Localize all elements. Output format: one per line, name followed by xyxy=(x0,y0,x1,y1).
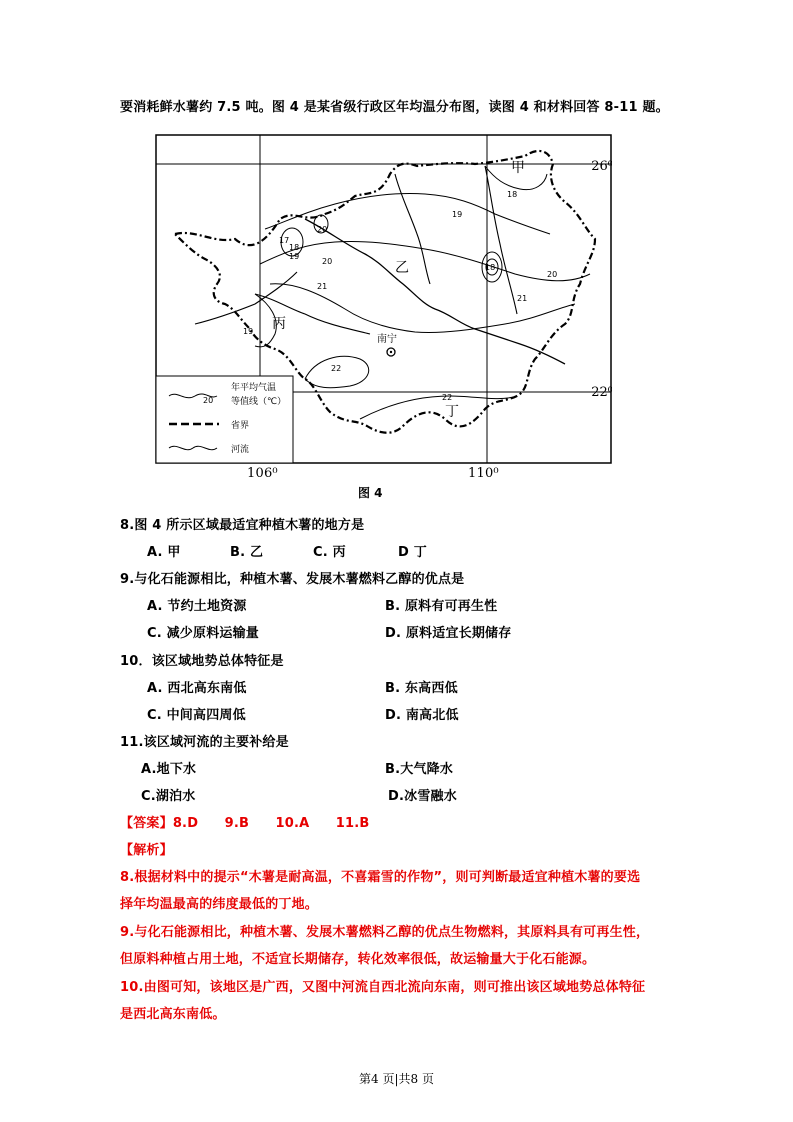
option: B.大气降水 xyxy=(385,762,454,777)
isotherm-label: 18 xyxy=(289,243,300,252)
question-stem: 9.与化石能源相比，种植木薯、发展木薯燃料乙醇的优点是 xyxy=(120,572,465,587)
analysis-line: 但原料种植占用土地，不适宜长期储存，转化效率很低，故运输量大于化石能源。 xyxy=(120,952,596,967)
question-stem: 10．该区域地势总体特征是 xyxy=(120,654,284,669)
answer-label: 【答案】 xyxy=(120,816,173,831)
analysis-line: 择年均温最高的纬度最低的丁地。 xyxy=(120,897,319,912)
answer-text: 8.D 9.B 10.A 11.B xyxy=(172,816,370,831)
analysis-line: 8.根据材料中的提示“木薯是耐高温，不喜霜雪的作物”，则可判断最适宜种植木薯的要选 xyxy=(120,870,641,885)
legend-isotherm-value: 20 xyxy=(203,396,214,405)
isotherm-label: 22 xyxy=(331,364,342,373)
answer-line xyxy=(120,812,370,831)
option: A.地下水 xyxy=(141,762,197,777)
option: C. 中间高四周低 xyxy=(147,708,246,723)
isotherm-label: 20 xyxy=(322,257,333,266)
question-stem: 8.图 4 所示区域最适宜种植木薯的地方是 xyxy=(120,518,365,533)
option: D.冰雪融水 xyxy=(388,789,457,804)
isotherm-label: 22 xyxy=(442,393,453,402)
nanning-dot xyxy=(390,351,392,353)
legend-river-text: 河流 xyxy=(231,445,250,455)
analysis-line: 是西北高东南低。 xyxy=(120,1007,226,1022)
label-ding: 丁 xyxy=(445,404,459,420)
option: C.湖泊水 xyxy=(141,789,196,804)
label-bing: 丙 xyxy=(272,316,286,332)
label-yi: 乙 xyxy=(395,260,409,276)
analysis-line: 9.与化石能源相比，种植木薯、发展木薯燃料乙醇的优点生物燃料，其原料具有可再生性， xyxy=(120,925,650,940)
option: B. 东高西低 xyxy=(385,681,458,696)
isotherm-label: 17 xyxy=(279,236,290,245)
isotherm-label: 18 xyxy=(485,263,496,272)
analysis-label: 【解析】 xyxy=(120,843,173,858)
page-footer: 第4 页|共8 页 xyxy=(359,1072,434,1086)
option: D. 南高北低 xyxy=(385,708,459,723)
label-nanning: 南宁 xyxy=(377,334,397,345)
analysis-line: 10.由图可知，该地区是广西，又图中河流自西北流向东南，则可推出该区域地势总体特征 xyxy=(120,980,646,995)
figure-caption: 图 4 xyxy=(358,486,383,500)
lat-label-26: 26⁰ xyxy=(591,159,612,174)
lat-label-22: 22⁰ xyxy=(591,385,612,400)
option: A. 西北高东南低 xyxy=(147,681,247,696)
option: D 丁 xyxy=(398,545,427,560)
question-stem: 11.该区域河流的主要补给是 xyxy=(120,735,289,750)
option: C. 丙 xyxy=(313,545,346,560)
lon-label-110: 110⁰ xyxy=(468,466,499,481)
isotherm-label: 20 xyxy=(317,225,328,234)
temperature-map xyxy=(155,134,612,464)
isotherm-label: 19 xyxy=(243,327,254,336)
legend-border-text: 省界 xyxy=(231,421,250,431)
isotherm-label: 21 xyxy=(517,294,528,303)
option: A. 节约土地资源 xyxy=(147,599,247,614)
option: B. 乙 xyxy=(230,545,264,560)
isotherm-label: 19 xyxy=(452,210,463,219)
intro-text: 要消耗鲜水薯约 7.5 吨。图 4 是某省级行政区年均温分布图，读图 4 和材料回答 8-11 题。 xyxy=(120,100,669,115)
isotherm-label: 18 xyxy=(507,190,518,199)
legend-isotherm-text-2: 等值线（℃） xyxy=(231,397,287,407)
lon-label-106: 106⁰ xyxy=(247,466,278,481)
isotherm-label: 19 xyxy=(289,252,300,261)
isotherm-label: 21 xyxy=(317,282,328,291)
option: A. 甲 xyxy=(147,545,181,560)
option: B. 原料有可再生性 xyxy=(385,599,498,614)
label-jia: 甲 xyxy=(511,160,525,176)
option: C. 减少原料运输量 xyxy=(147,626,260,641)
legend-isotherm-text-1: 年平均气温 xyxy=(231,383,277,393)
option: D. 原料适宜长期储存 xyxy=(385,626,512,641)
isotherm-label: 20 xyxy=(547,270,558,279)
